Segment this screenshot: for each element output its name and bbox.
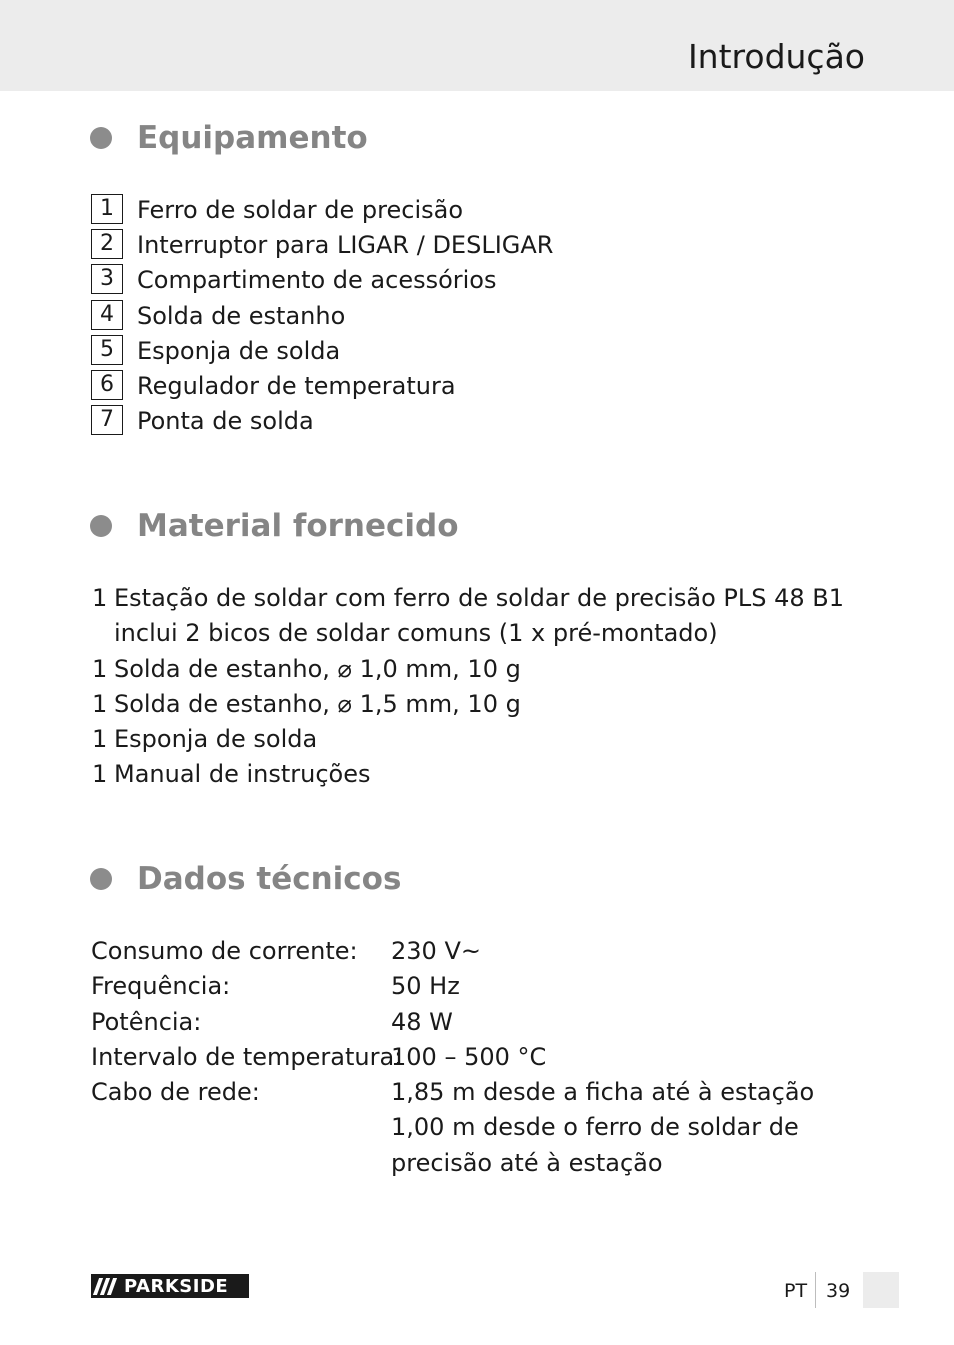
table-row (91, 934, 814, 969)
item-number-box: 1 (91, 194, 123, 224)
section-title: Dados técnicos (137, 861, 402, 897)
item-text: Solda de estanho, ⌀ 1,5 mm, 10 g (114, 689, 521, 718)
language-code: PT (784, 1280, 808, 1302)
item-quantity (92, 616, 114, 651)
list-item (92, 687, 844, 722)
brand-logo (91, 1274, 249, 1298)
logo-stripes-icon (96, 1278, 117, 1295)
spec-label: Potência: (91, 1007, 202, 1036)
item-number-box: 5 (91, 335, 123, 365)
brand-name: PARKSIDE (124, 1275, 229, 1297)
spec-value: precisão até à estação (391, 1148, 663, 1177)
page-number: 39 (826, 1280, 851, 1302)
item-text: Estação de soldar com ferro de soldar de precisão PLS 48 B1 (114, 584, 845, 612)
item-text: Esponja de solda (114, 725, 318, 754)
spec-label: Cabo de rede: (91, 1078, 260, 1107)
spec-value: 1,85 m desde a ficha até à estação (391, 1078, 815, 1107)
table-row (91, 1075, 814, 1110)
spec-value: 100 – 500 °C (391, 1042, 547, 1071)
supplied-list (92, 581, 844, 793)
spec-label (91, 1146, 391, 1181)
table-row (91, 1146, 814, 1181)
item-label: Esponja de solda (137, 336, 341, 365)
item-quantity: 1 (92, 760, 108, 789)
item-number-box: 3 (91, 264, 123, 294)
item-number-box: 6 (91, 370, 123, 400)
bullet-icon (90, 515, 112, 537)
section-specs-heading (90, 859, 402, 899)
section-supplied-heading (90, 506, 459, 546)
spec-value: 230 V~ (391, 937, 481, 965)
bullet-icon (90, 127, 112, 149)
list-item (92, 616, 844, 651)
item-text: Solda de estanho, ⌀ 1,0 mm, 10 g (114, 654, 521, 683)
page-title: Introdução (687, 37, 865, 76)
table-row (91, 1005, 814, 1040)
spec-value: 50 Hz (391, 972, 460, 1001)
item-label: Ponta de solda (137, 407, 314, 436)
item-label: Solda de estanho (137, 301, 346, 330)
list-item (92, 722, 844, 757)
table-row (91, 969, 814, 1004)
list-item (92, 581, 844, 616)
specs-table (91, 934, 814, 1181)
spec-value: 1,00 m desde o ferro de soldar de (391, 1113, 799, 1142)
item-text: Manual de instruções (114, 760, 371, 789)
section-title: Material fornecido (137, 508, 459, 544)
item-quantity: 1 (92, 725, 108, 754)
item-quantity: 1 (92, 654, 108, 683)
item-number-box: 4 (91, 300, 123, 330)
item-number-box: 7 (91, 405, 123, 435)
page-corner-tab (863, 1272, 899, 1308)
item-label: Compartimento de acessórios (137, 266, 497, 295)
spec-label (91, 1110, 391, 1145)
item-label: Ferro de soldar de precisão (137, 196, 464, 224)
list-item (92, 757, 844, 792)
item-label: Regulador de temperatura (137, 371, 456, 400)
item-text: inclui 2 bicos de soldar comuns (1 x pré-montado) (114, 619, 718, 648)
section-title: Equipamento (137, 120, 368, 156)
section-equipment-heading (90, 118, 368, 158)
list-item (92, 652, 844, 687)
spec-label: Frequência: (91, 972, 231, 1001)
spec-label: Intervalo de temperatura: (91, 1042, 403, 1071)
table-row (91, 1040, 814, 1075)
table-row (91, 1110, 814, 1145)
bullet-icon (90, 868, 112, 890)
footer-divider (815, 1272, 816, 1308)
item-quantity: 1 (92, 689, 108, 718)
item-label: Interruptor para LIGAR / DESLIGAR (137, 231, 554, 260)
spec-value: 48 W (391, 1007, 453, 1036)
item-quantity: 1 (92, 584, 108, 612)
spec-label: Consumo de corrente: (91, 937, 358, 965)
item-number-box: 2 (91, 229, 123, 259)
